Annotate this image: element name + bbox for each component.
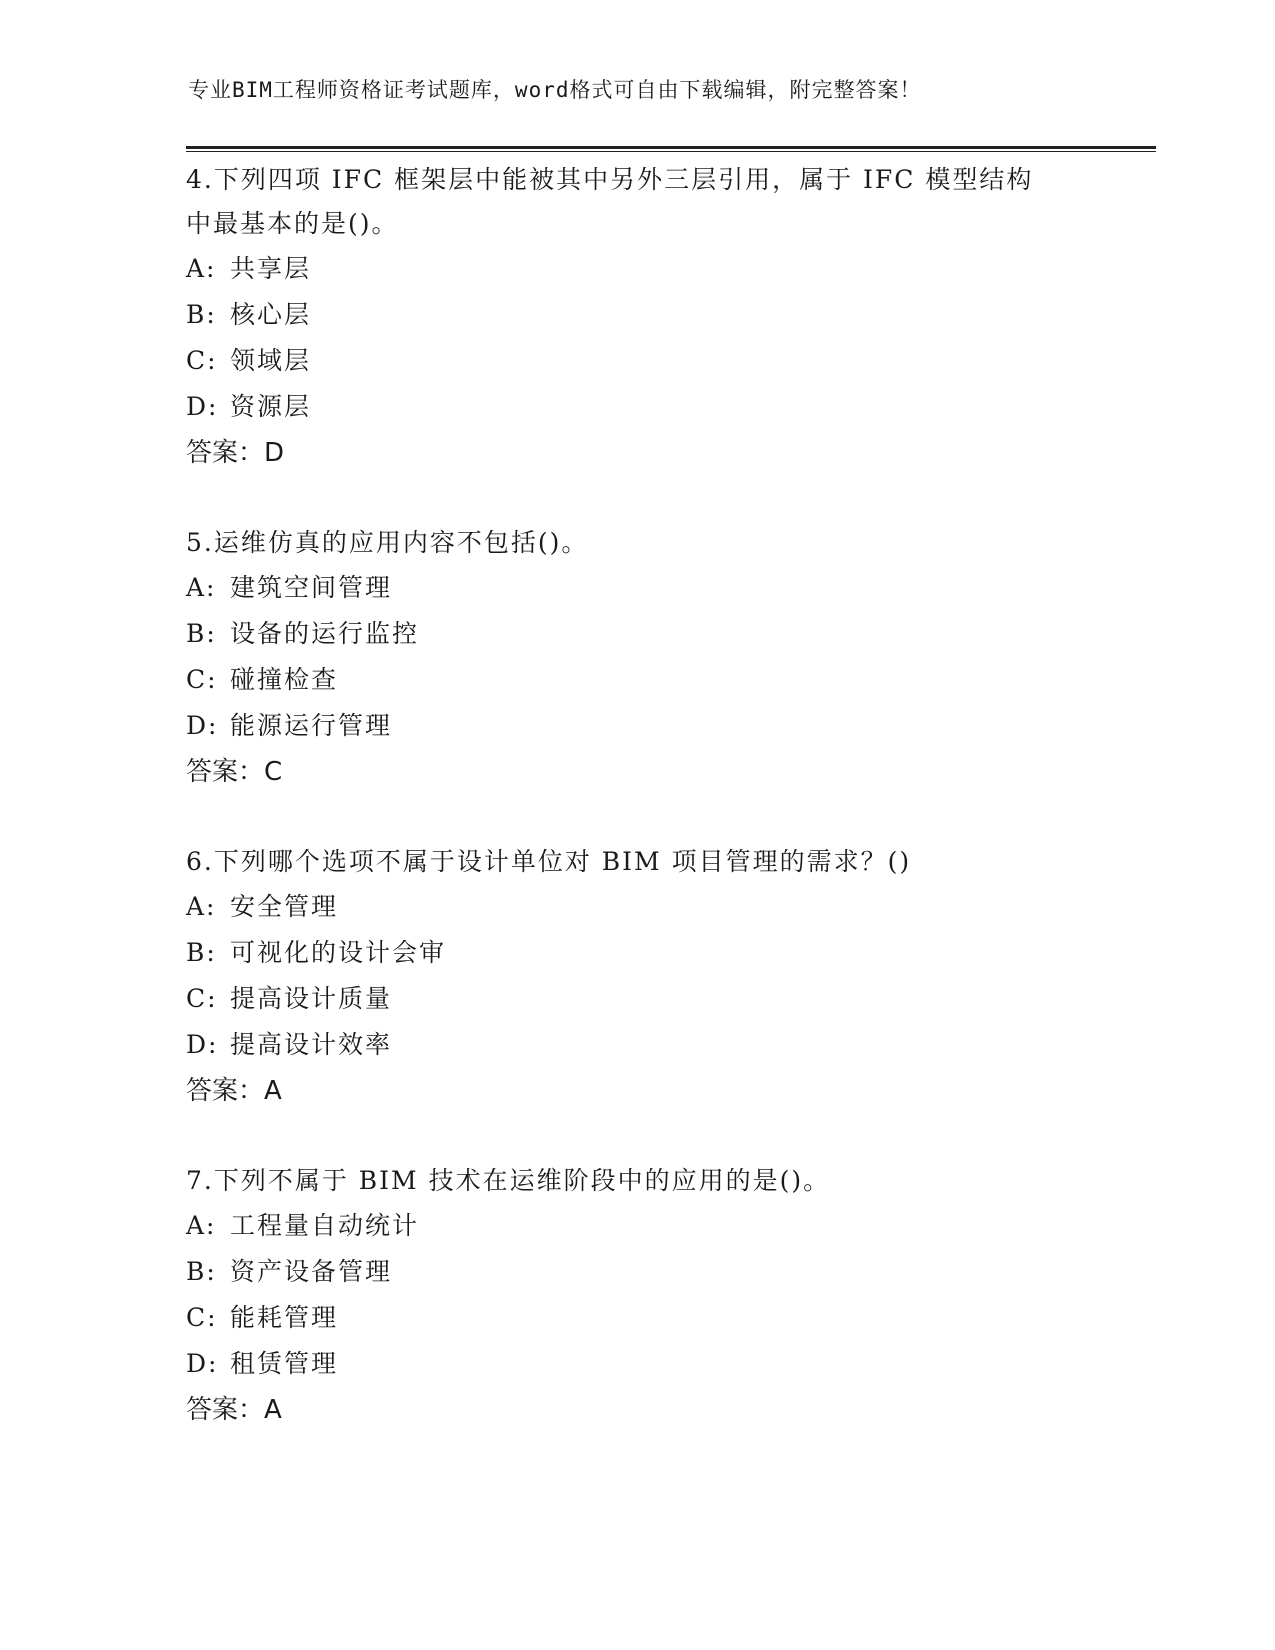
question-title: 7.下列不属于 BIM 技术在运维阶段中的应用的是()。 [186, 1166, 831, 1195]
option-d [186, 384, 1106, 430]
option-b [186, 292, 1106, 338]
option-letter: D: [186, 392, 219, 421]
header-divider-thin [186, 151, 1156, 152]
option-d [186, 1022, 1106, 1068]
question-title: 5.运维仿真的应用内容不包括()。 [186, 528, 589, 557]
option-text: 安全管理 [230, 892, 339, 921]
option-a [186, 1203, 1106, 1249]
option-text: 共享层 [230, 254, 312, 283]
option-a [186, 884, 1106, 930]
page-header: 专业BIM工程师资格证考试题库，word格式可自由下载编辑，附完整答案！ [188, 78, 922, 102]
option-letter: C: [186, 346, 218, 375]
option-letter: D: [186, 1349, 219, 1378]
question-title-line-1: 4.下列四项 IFC 框架层中能被其中另外三层引用，属于 IFC 模型结构 [186, 165, 1034, 194]
answer-line: 答案：A [186, 1076, 282, 1106]
option-text: 资产设备管理 [230, 1257, 393, 1286]
option-b [186, 611, 1106, 657]
option-letter: A: [186, 1211, 217, 1240]
option-text: 提高设计效率 [230, 1030, 393, 1059]
option-letter: B: [186, 300, 217, 329]
answer-line: 答案：D [186, 438, 285, 468]
option-letter: C: [186, 984, 218, 1013]
option-letter: A: [186, 573, 217, 602]
question-4 [186, 158, 1106, 476]
option-text: 提高设计质量 [230, 984, 393, 1013]
option-letter: C: [186, 665, 218, 694]
option-text: 可视化的设计会审 [230, 938, 447, 967]
option-d [186, 1341, 1106, 1387]
option-letter: D: [186, 1030, 219, 1059]
option-c [186, 338, 1106, 384]
option-letter: A: [186, 254, 217, 283]
option-b [186, 930, 1106, 976]
option-c [186, 657, 1106, 703]
option-d [186, 703, 1106, 749]
question-6 [186, 840, 1106, 1114]
header-divider-thick [186, 146, 1156, 149]
question-5 [186, 521, 1106, 795]
option-text: 能耗管理 [230, 1303, 339, 1332]
option-text: 碰撞检查 [230, 665, 339, 694]
option-text: 核心层 [230, 300, 312, 329]
option-letter: B: [186, 1257, 217, 1286]
option-b [186, 1249, 1106, 1295]
option-a [186, 565, 1106, 611]
option-text: 建筑空间管理 [230, 573, 393, 602]
option-text: 租赁管理 [230, 1349, 339, 1378]
option-letter: C: [186, 1303, 218, 1332]
option-text: 能源运行管理 [230, 711, 393, 740]
question-title-line-2: 中最基本的是()。 [186, 209, 399, 238]
question-list [186, 158, 1106, 1478]
option-a [186, 246, 1106, 292]
option-letter: D: [186, 711, 219, 740]
option-text: 工程量自动统计 [230, 1211, 420, 1240]
question-title [186, 158, 1106, 246]
option-text: 资源层 [230, 392, 312, 421]
option-letter: B: [186, 619, 217, 648]
answer-line: 答案：C [186, 757, 283, 787]
option-letter: B: [186, 938, 217, 967]
option-text: 领域层 [230, 346, 312, 375]
option-c [186, 1295, 1106, 1341]
question-title: 6.下列哪个选项不属于设计单位对 BIM 项目管理的需求？() [186, 847, 912, 876]
option-c [186, 976, 1106, 1022]
question-7 [186, 1159, 1106, 1433]
option-text: 设备的运行监控 [230, 619, 420, 648]
answer-line: 答案：A [186, 1395, 282, 1425]
option-letter: A: [186, 892, 217, 921]
